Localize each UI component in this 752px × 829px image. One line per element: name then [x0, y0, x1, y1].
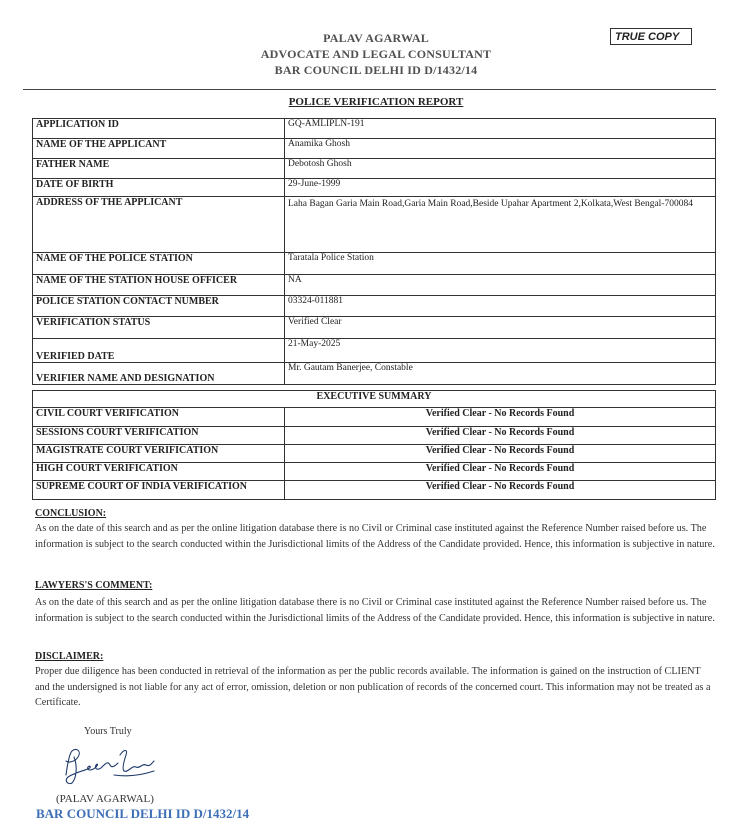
executive-summary-table: [32, 390, 716, 500]
detail-label: VERIFIED DATE: [33, 339, 285, 363]
table-row: [33, 463, 716, 481]
summary-value: Verified Clear - No Records Found: [285, 481, 716, 500]
detail-value: Verified Clear: [285, 317, 716, 339]
closing-salutation: Yours Truly: [84, 726, 132, 737]
summary-value: Verified Clear - No Records Found: [285, 408, 716, 427]
advocate-name: PALAV AGARWAL: [323, 31, 429, 45]
detail-value: 29-June-1999: [285, 179, 716, 197]
table-row: [33, 119, 716, 139]
detail-value: Debotosh Ghosh: [285, 159, 716, 179]
table-row: [33, 408, 716, 427]
bar-council-id: BAR COUNCIL DELHI ID D/1432/14: [274, 63, 478, 77]
table-row: [33, 253, 716, 275]
handwritten-signature: [58, 745, 158, 787]
detail-value: 21-May-2025: [285, 339, 716, 363]
detail-value: 03324-011881: [285, 296, 716, 317]
detail-value: NA: [285, 275, 716, 296]
summary-label: MAGISTRATE COURT VERIFICATION: [33, 445, 285, 463]
lawyers-comment-text: As on the date of this search and as per the online litigation database there is no Civil or Criminal case instituted against the Reference Number raised before us. The information is subject to the search conducted within the Jurisdictional limits of the Address of the Candidate provided. Hence, this information is subjective in nature.: [35, 597, 715, 624]
table-row: [33, 139, 716, 159]
detail-label: VERIFICATION STATUS: [33, 317, 285, 339]
summary-value: Verified Clear - No Records Found: [285, 445, 716, 463]
detail-value: Anamika Ghosh: [285, 139, 716, 159]
table-row: [33, 275, 716, 296]
summary-label: SESSIONS COURT VERIFICATION: [33, 427, 285, 445]
summary-label: CIVIL COURT VERIFICATION: [33, 408, 285, 427]
summary-label: HIGH COURT VERIFICATION: [33, 463, 285, 481]
detail-label: APPLICATION ID: [33, 119, 285, 139]
table-row: [33, 197, 716, 253]
detail-label: ADDRESS OF THE APPLICANT: [33, 197, 285, 253]
applicant-details-table: [32, 118, 716, 385]
table-row: [33, 159, 716, 179]
detail-label: POLICE STATION CONTACT NUMBER: [33, 296, 285, 317]
disclaimer-text: Proper due diligence has been conducted in retrieval of the information as per the public records available. The information is gained on the instruction of CLIENT and the undersigned is not liable for any act of error, omission, deletion or non publication of records of the concerned court. This information may not be treated as a Certificate.: [35, 666, 711, 709]
table-row: [33, 339, 716, 363]
table-row: [33, 317, 716, 339]
detail-label: NAME OF THE STATION HOUSE OFFICER: [33, 275, 285, 296]
disclaimer-heading: DISCLAIMER:: [35, 651, 104, 662]
conclusion-heading: CONCLUSION:: [35, 508, 107, 519]
detail-label: FATHER NAME: [33, 159, 285, 179]
detail-label: NAME OF THE POLICE STATION: [33, 253, 285, 275]
summary-value: Verified Clear - No Records Found: [285, 463, 716, 481]
conclusion-text: As on the date of this search and as per the online litigation database there is no Civil or Criminal case instituted against the Reference Number raised before us. The information is subject to the search conducted within the Jurisdictional limits of the Address of the Candidate provided. Hence, this information is subjective in nature.: [35, 523, 715, 550]
detail-label: VERIFIER NAME AND DESIGNATION: [33, 363, 285, 385]
detail-value: Laha Bagan Garia Main Road,Garia Main Road,Beside Upahar Apartment 2,Kolkata,West Bengal-700084: [285, 197, 716, 253]
summary-label: SUPREME COURT OF INDIA VERIFICATION: [33, 481, 285, 500]
summary-value: Verified Clear - No Records Found: [285, 427, 716, 445]
report-title: POLICE VERIFICATION REPORT: [288, 96, 464, 108]
summary-heading: EXECUTIVE SUMMARY: [33, 391, 716, 408]
table-row: [33, 391, 716, 408]
detail-value: Taratala Police Station: [285, 253, 716, 275]
table-row: [33, 427, 716, 445]
signatory-name: (PALAV AGARWAL): [56, 793, 154, 805]
lawyers-comment-heading: LAWYERS'S COMMENT:: [35, 580, 153, 591]
detail-label: NAME OF THE APPLICANT: [33, 139, 285, 159]
true-copy-stamp: TRUE COPY: [610, 28, 692, 45]
detail-value: GQ-AMLIPLN-191: [285, 119, 716, 139]
detail-label: DATE OF BIRTH: [33, 179, 285, 197]
table-row: [33, 445, 716, 463]
table-row: [33, 363, 716, 385]
header-divider: [23, 89, 716, 90]
table-row: [33, 179, 716, 197]
table-row: [33, 481, 716, 500]
footer-bar-council-id: BAR COUNCIL DELHI ID D/1432/14: [36, 806, 250, 821]
table-row: [33, 296, 716, 317]
advocate-title: ADVOCATE AND LEGAL CONSULTANT: [260, 47, 492, 61]
detail-value: Mr. Gautam Banerjee, Constable: [285, 363, 716, 385]
